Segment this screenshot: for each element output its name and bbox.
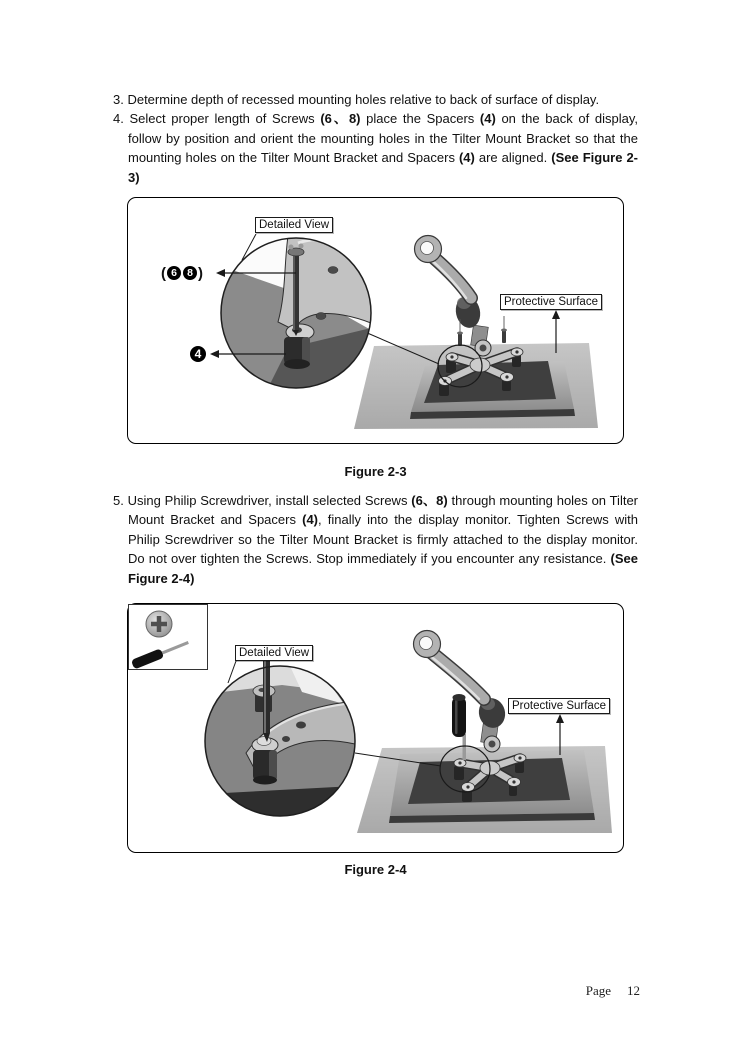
paren-open: ( [161, 265, 166, 282]
step-item-4: 4. Select proper length of Screws (6、8) place the Spacers (4) on the back of display, follow by position and orient the mounting holes in the Tilter Mount Bracket so that the mounting holes on the Tilter Mount Bracket and Spacers (4) are aligned. (See Figure 2-3) [113, 111, 639, 185]
step-item-5: 5. Using Philip Screwdriver, install selected Screws (6、8) through mounting holes on Tilter Mount Bracket and Spacers (4), finally into the display monitor. Tighten Screws with Philip Screwdriver so the Tilter Mount Bracket is firmly attached to the display monitor. Do not over tighten the Screws. Stop immediately if you encounter any resistance. (See Figure 2-4) [113, 493, 639, 586]
figure-2-4-panel [127, 603, 624, 853]
detailed-view-connector [228, 661, 236, 683]
page-number: 12 [627, 983, 640, 998]
page-label: Page [585, 983, 611, 998]
spacer-callout [189, 346, 207, 364]
figure-2-3-panel [127, 197, 624, 444]
screwdriver-icon [129, 605, 208, 670]
page-footer [440, 983, 640, 999]
instruction-step-5 [113, 491, 638, 588]
paren-close: ) [198, 265, 203, 282]
figure-2-4-caption: Figure 2-4 [344, 862, 407, 877]
circled-4-badge: 4 [190, 346, 206, 362]
detailed-view-label: Detailed View [235, 645, 313, 661]
detailed-view-circle [221, 232, 371, 388]
figure-2-4-illustration [128, 604, 620, 849]
bracket-arm [415, 236, 492, 357]
protective-surface-label: Protective Surface [508, 698, 610, 714]
figure-2-3-illustration [128, 198, 620, 440]
instruction-steps-top [113, 90, 638, 187]
figure-2-3-caption: Figure 2-3 [344, 464, 407, 479]
protective-surface-label: Protective Surface [500, 294, 602, 310]
screws-callout [161, 264, 203, 282]
step-item-3: 3. Determine depth of recessed mounting holes relative to back of surface of display. [113, 92, 600, 107]
circled-6-badge: 6 [167, 266, 181, 280]
circled-8-badge: 8 [183, 266, 197, 280]
detailed-view-label: Detailed View [255, 217, 333, 233]
detailed-view-circle [205, 661, 355, 816]
